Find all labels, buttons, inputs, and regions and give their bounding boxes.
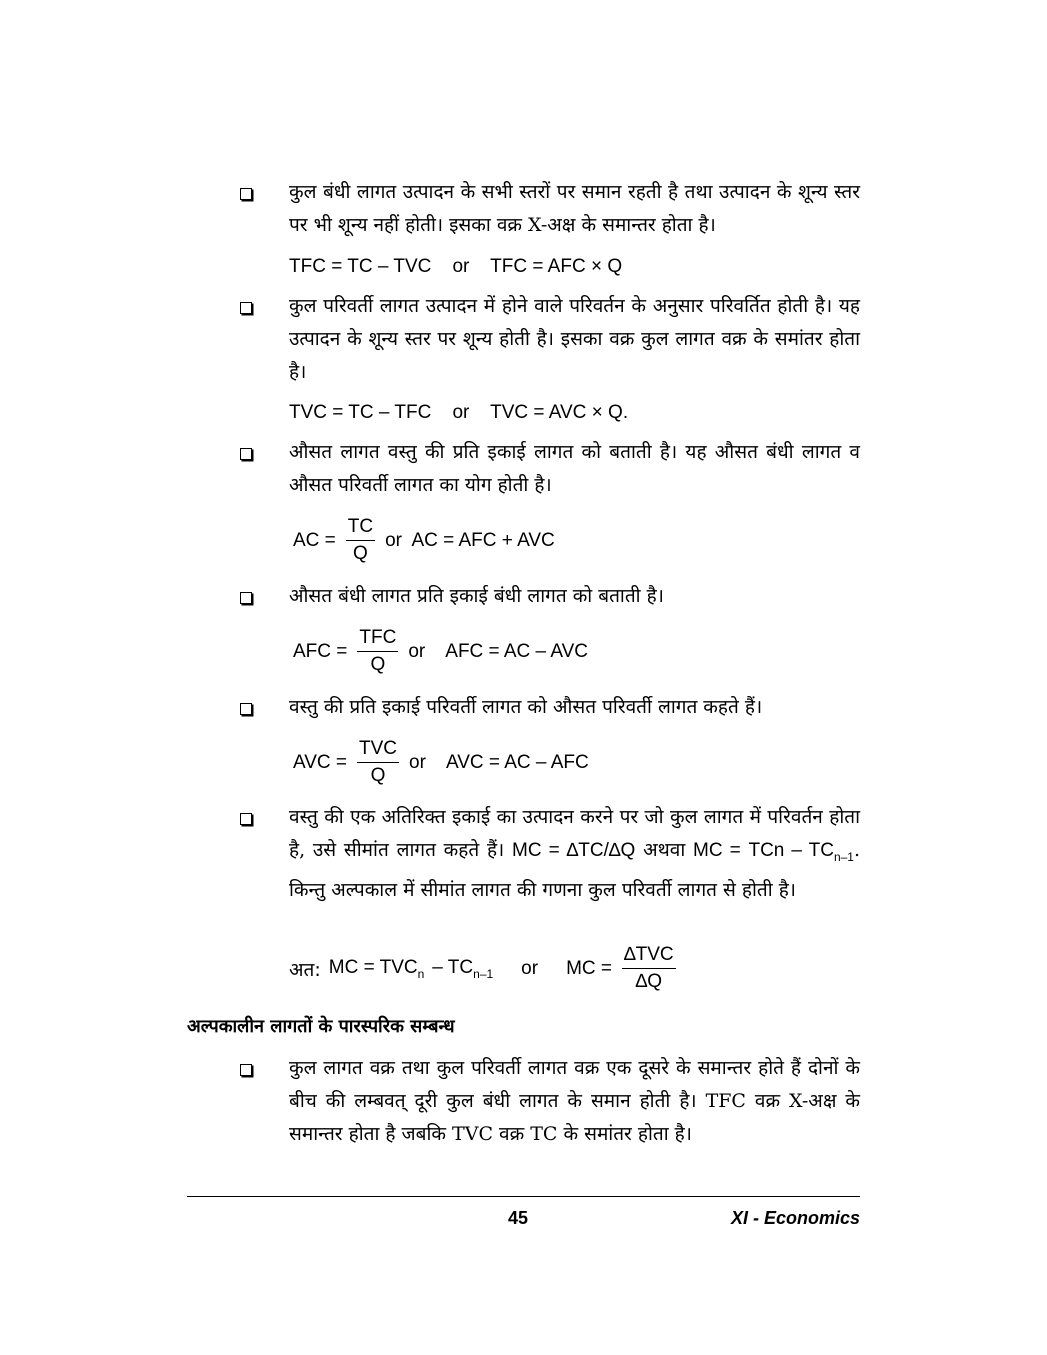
point-text-4: औसत बंधी लागत प्रति इकाई बंधी लागत को बताती है। [289, 585, 664, 607]
mc-part1-wrap [329, 957, 425, 981]
ac-denominator: Q [353, 543, 368, 564]
afc-denominator: Q [370, 654, 386, 675]
avc-lhs: AVC = [293, 751, 348, 773]
mc-sub2: n–1 [473, 966, 494, 981]
point-text-5: वस्तु की प्रति इकाई परिवर्ती लागत को औसत परिवर्ती लागत कहते हैं। [289, 696, 763, 718]
checkbox-bullet-icon [240, 302, 252, 314]
point-text-1: कुल बंधी लागत उत्पादन के सभी स्तरों पर समान रहती है तथा उत्पादन के शून्य स्तर पर भी शून्य नहीं होती। इसका वक्र X-अक्ष के समान्तर होता है। [289, 181, 860, 236]
mc-athva: अथवा [643, 839, 686, 861]
point-text-2: कुल परिवर्ती लागत उत्पादन में होने वाले परिवर्तन के अनुसार परिवर्तित होती है। यह उत्पादन के शून्य स्तर पर शून्य होती है। इसका वक्र कुल लागत वक्र के समांतर होता है। [289, 295, 860, 383]
mc-point-text: वस्तु की एक अतिरिक्त इकाई का उत्पादन करने पर जो कुल लागत में परिवर्तन होता है, उसे सीमांत लागत कहते हैं। [289, 806, 860, 861]
page-number: 45 [508, 1208, 529, 1228]
afc-fraction [357, 627, 398, 676]
mc-numerator: ∆TVC [622, 944, 676, 969]
afc-rhs: or AFC = AC – AVC [408, 640, 589, 662]
checkbox-bullet-icon [240, 188, 252, 200]
section-heading: अल्पकालीन लागतों के पारस्परिक सम्बन्ध [187, 1016, 455, 1037]
checkbox-bullet-icon [240, 813, 252, 825]
mc-fraction [622, 944, 676, 993]
checkbox-bullet-icon [240, 448, 252, 460]
checkbox-bullet-icon [240, 703, 252, 715]
mc-eq-inline: MC = [693, 840, 741, 861]
mc-sub1: n [417, 966, 425, 981]
avc-rhs: or AVC = AC – AFC [409, 751, 589, 773]
mc-denominator: ∆Q [635, 971, 663, 992]
formula-mc [289, 944, 682, 993]
point-text-3: औसत लागत वस्तु की प्रति इकाई लागत को बताती है। यह औसत बंधी लागत व औसत परिवर्ती लागत का योग होती है। [289, 441, 860, 496]
mc-or: or [521, 957, 539, 979]
mc-tcn: TCn – TC [748, 840, 834, 861]
afc-numerator: TFC [357, 627, 398, 652]
formula-tfc: TFC = TC – TVC or TFC = AFC × Q [289, 256, 623, 277]
mc-part2: – TC [432, 956, 474, 978]
ac-rhs: or AC = AFC + AVC [385, 529, 555, 551]
ac-lhs: AC = [293, 529, 336, 551]
afc-lhs: AFC = [293, 640, 348, 662]
footer-divider [187, 1196, 860, 1197]
footer-title: XI - Economics [730, 1208, 860, 1228]
avc-fraction [357, 738, 399, 787]
formula-afc [289, 627, 592, 676]
formula-ac [289, 516, 559, 565]
formula-avc [289, 738, 593, 787]
mc-prefix: अत: [289, 958, 321, 981]
mc-point-rest: . किन्तु अल्पकाल में सीमांत लागत की गणना कुल परिवर्ती लागत से होती है। [289, 839, 861, 901]
mc-part1: MC = TVC [328, 956, 418, 978]
avc-denominator: Q [370, 765, 386, 786]
point-text-6 [289, 801, 860, 907]
mc-tcn-sub: n–1 [833, 849, 854, 864]
ac-fraction [346, 516, 375, 565]
ac-numerator: TC [346, 516, 375, 541]
checkbox-bullet-icon [240, 592, 252, 604]
avc-numerator: TVC [357, 738, 399, 763]
mc-lhs2: MC = [566, 957, 613, 979]
formula-tvc: TVC = TC – TFC or TVC = AVC × Q. [289, 402, 629, 423]
checkbox-bullet-icon [240, 1064, 252, 1076]
mc-formula-inline: MC = ∆TC/∆Q [512, 840, 636, 861]
mc-part2-wrap [432, 957, 493, 981]
relation-point-text: कुल लागत वक्र तथा कुल परिवर्ती लागत वक्र एक दूसरे के समान्तर होते हैं दोनों के बीच की लम्बवत् दूरी कुल बंधी लागत के समान होती है। TFC वक्र X-अक्ष के समान्तर होता है जबकि TVC वक्र TC के समांतर होता है। [289, 1057, 860, 1145]
